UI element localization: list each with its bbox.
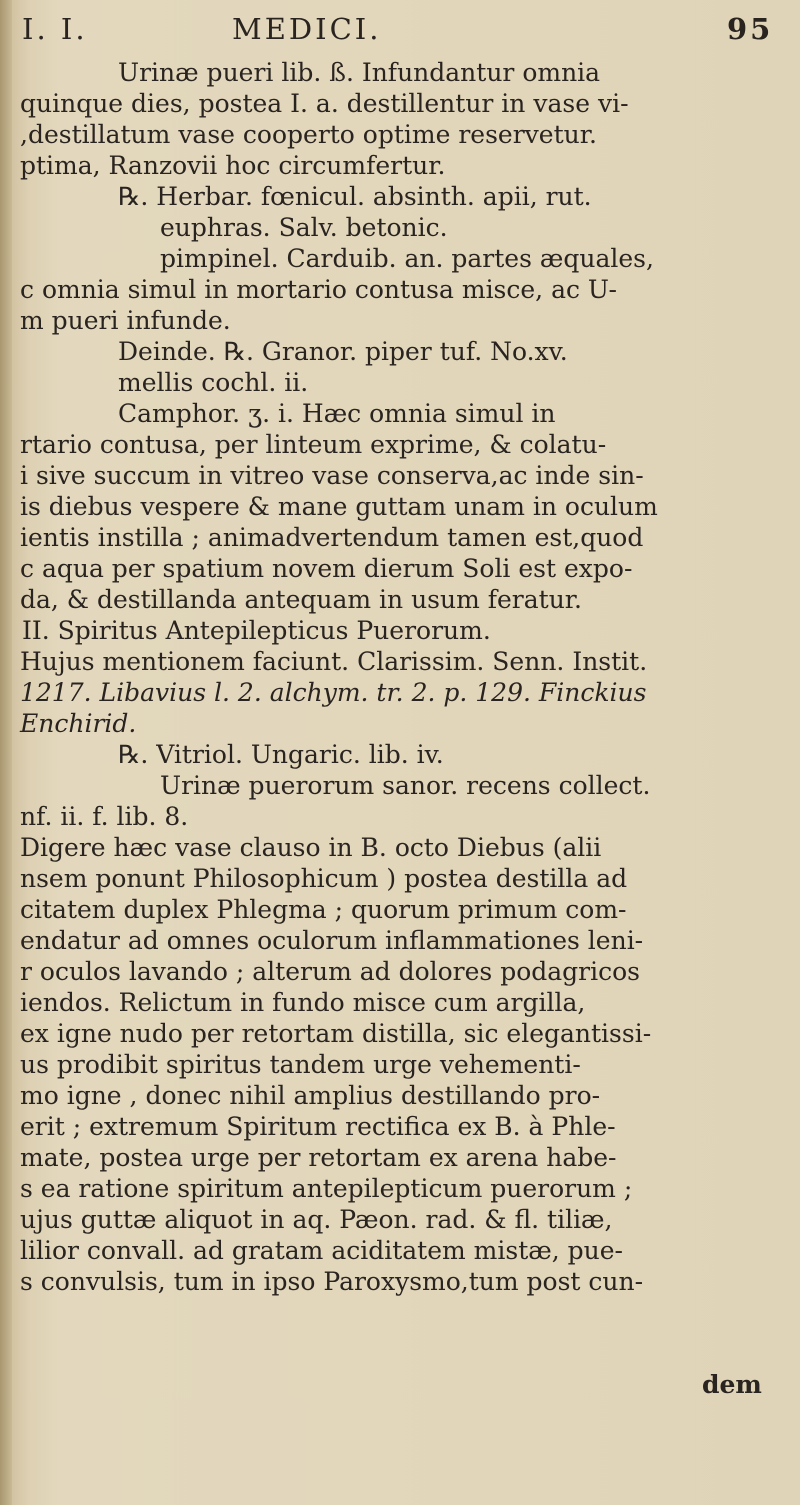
text-line: citatem duplex Phlegma ; quorum primum com- [20,895,627,924]
text-line: c aqua per spatium novem dierum Soli est expo- [20,554,633,583]
text-line: i sive succum in vitreo vase conserva,ac inde sin- [20,461,644,490]
page-gutter [0,0,12,1505]
text-line: mo igne , donec nihil amplius destillando pro- [20,1081,601,1110]
text-line: pimpinel. Carduib. an. partes æquales, [160,244,654,273]
text-line: m pueri infunde. [20,306,231,335]
text-line: 1217. Libavius l. 2. alchym. tr. 2. p. 129. Finckius [20,678,647,707]
text-line: Urinæ puerorum sanor. recens collect. [160,771,651,800]
text-line: erit ; extremum Spiritum rectifica ex B. à Phle- [20,1112,616,1141]
header-section-number: I. I. [22,12,88,46]
text-line: us prodibit spiritus tandem urge vehementi- [20,1050,581,1079]
text-line: ujus guttæ aliquot in aq. Pæon. rad. & fl. tiliæ, [20,1205,613,1234]
section-heading: II. Spiritus Antepilepticus Puerorum. [22,616,491,645]
text-line: nf. ii. f. lib. 8. [20,802,189,831]
text-line: ptima, Ranzovii hoc circumfertur. [20,151,446,180]
text-line: s convulsis, tum in ipso Paroxysmo,tum post cun- [20,1267,644,1296]
text-line: c omnia simul in mortario contusa misce, ac U- [20,275,618,304]
text-line: euphras. Salv. betonic. [160,213,448,242]
text-line: Hujus mentionem faciunt. Clarissim. Senn. Instit. [20,647,648,676]
text-line: Deinde. ℞. Granor. piper tuf. No.xv. [118,337,568,366]
text-line: rtario contusa, per linteum exprime, & colatu- [20,430,607,459]
text-line: r oculos lavando ; alterum ad dolores podagricos [20,957,640,986]
text-line: is diebus vespere & mane guttam unam in oculum [20,492,658,521]
text-line: s ea ratione spiritum antepilepticum puerorum ; [20,1174,633,1203]
text-line: quinque dies, postea I. a. destillentur in vase vi- [20,89,629,118]
text-line: da, & destillanda antequam in usum feratur. [20,585,582,614]
header-title: MEDICI. [232,12,382,46]
text-line: Enchirid. [20,709,137,738]
text-line: ex igne nudo per retortam distilla, sic elegantissi- [20,1019,652,1048]
text-line: mellis cochl. ii. [118,368,309,397]
text-line: ℞. Herbar. fœnicul. absinth. apii, rut. [118,182,592,211]
text-line: Digere hæc vase clauso in B. octo Diebus (alii [20,833,602,862]
text-line: ientis instilla ; animadvertendum tamen est,quod [20,523,644,552]
running-header [22,12,792,52]
text-line: ,destillatum vase cooperto optime reservetur. [20,120,597,149]
text-line: lilior convall. ad gratam aciditatem mistæ, pue- [20,1236,623,1265]
text-line: endatur ad omnes oculorum inflammationes leni- [20,926,644,955]
page-number: 95 [727,12,774,46]
text-line: Urinæ pueri lib. ß. Infundantur omnia [118,58,601,87]
catchword: dem [702,1370,762,1399]
text-line: mate, postea urge per retortam ex arena habe- [20,1143,617,1172]
text-line: Camphor. ʒ. i. Hæc omnia simul in [118,399,556,428]
text-line: ℞. Vitriol. Ungaric. lib. iv. [118,740,444,769]
text-line: nsem ponunt Philosophicum ) postea destilla ad [20,864,628,893]
text-line: iendos. Relictum in fundo misce cum argilla, [20,988,586,1017]
